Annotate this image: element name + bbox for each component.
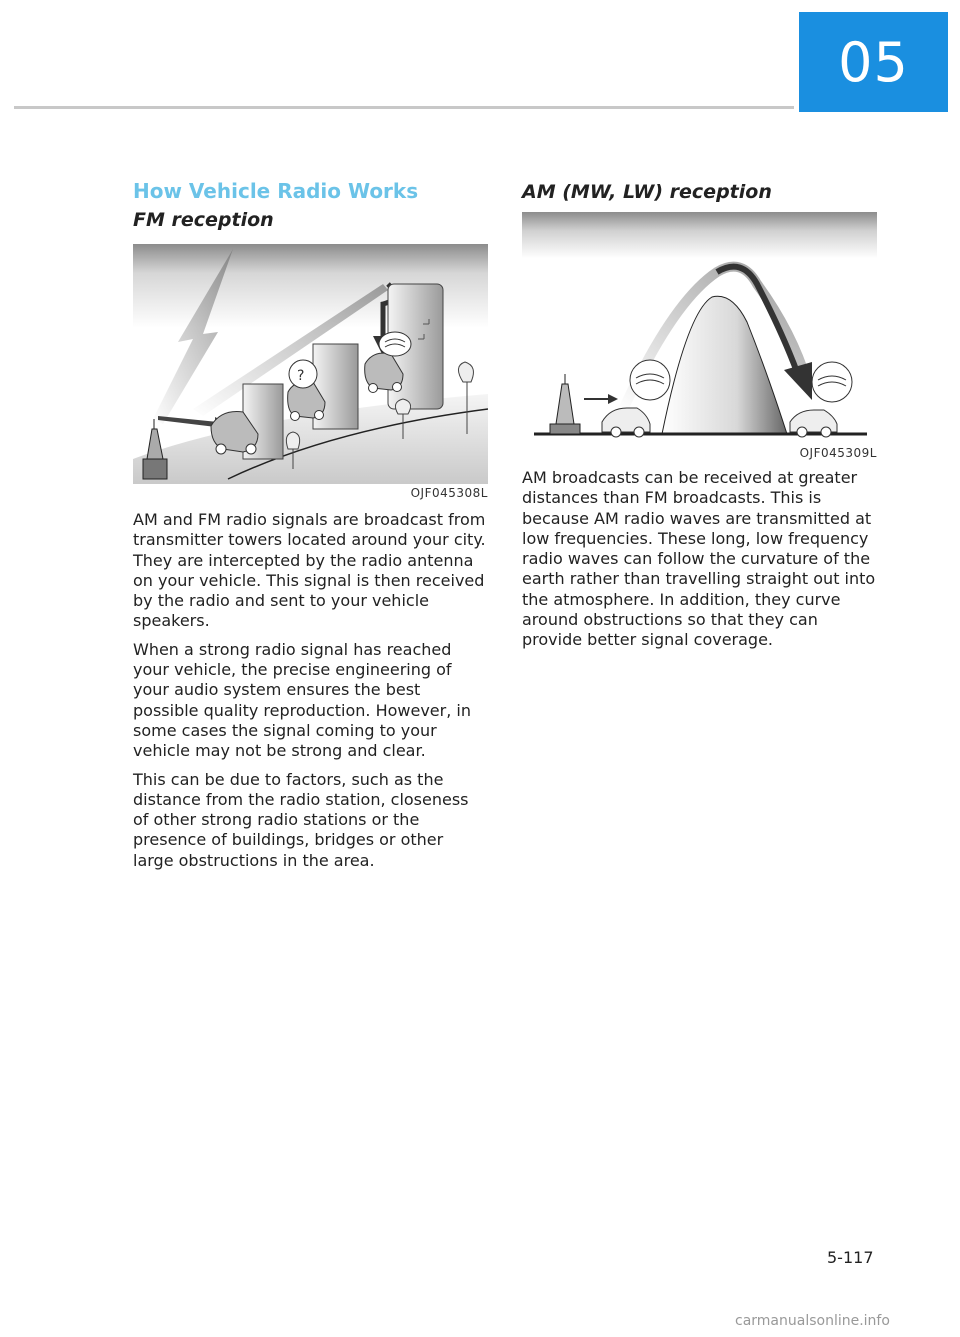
chapter-tab: 05 <box>799 12 948 112</box>
fm-body-text <box>133 510 488 871</box>
fm-reception-illustration <box>133 244 488 484</box>
am-reception-illustration <box>522 212 877 444</box>
watermark: carmanualsonline.info <box>735 1313 890 1329</box>
svg-text:?: ? <box>297 368 305 384</box>
section-title: How Vehicle Radio Works <box>133 179 419 203</box>
fm-reception-heading: FM reception <box>133 209 274 231</box>
right-column <box>522 180 877 659</box>
am-body-text <box>522 468 877 651</box>
paragraph: AM broadcasts can be received at greater distances than FM broadcasts. This is because AM radio waves are transmitted at low frequencies. These long, low frequency radio waves can follow the curvature of the earth rather than travelling straight out into the atmosphere. In addition, they curve around obstructions so that they can provide better signal coverage. <box>522 468 876 650</box>
am-reception-heading: AM (MW, LW) reception <box>522 181 772 203</box>
am-reception-figure <box>522 212 877 460</box>
figure-code: OJF045309L <box>799 446 877 460</box>
page-number: 5-117 <box>827 1248 874 1267</box>
figure-code: OJF045308L <box>410 486 488 500</box>
paragraph: When a strong radio signal has reached your vehicle, the precise engineering of your audio system ensures the best possible quality reproduction. However, in some cases the signal coming to your vehicle may not be strong and clear. <box>133 639 471 761</box>
left-column <box>133 178 488 879</box>
paragraph: This can be due to factors, such as the distance from the radio station, closeness of other strong radio stations or the presence of buildings, bridges or other large obstructions in the area. <box>133 769 469 870</box>
fm-reception-figure <box>133 244 488 500</box>
header-rule <box>14 106 794 109</box>
paragraph: AM and FM radio signals are broadcast from transmitter towers located around your city. They are intercepted by the radio antenna on your vehicle. This signal is then received by the radio and sent to your vehicle speakers. <box>133 510 486 631</box>
